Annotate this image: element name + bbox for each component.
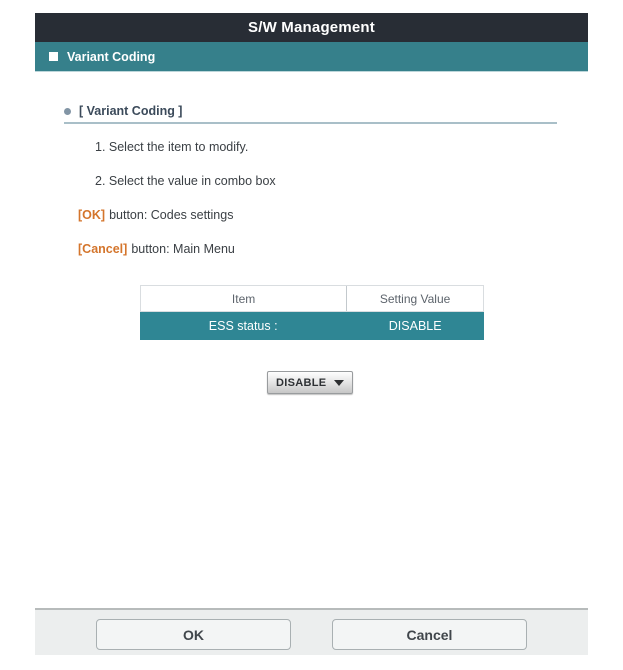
item-cell: ESS status : xyxy=(208,319,278,333)
ok-hint-text: button: Codes settings xyxy=(109,208,234,222)
section-bar xyxy=(35,42,588,72)
cancel-button[interactable]: Cancel xyxy=(332,619,527,650)
value-combobox[interactable] xyxy=(267,371,353,394)
instruction-2: 2. Select the value in combo box xyxy=(95,174,276,188)
cancel-button-hint xyxy=(78,242,235,256)
cancel-hint-key: [Cancel] xyxy=(78,242,128,256)
table-header-row xyxy=(140,285,484,312)
instruction-1: 1. Select the item to modify. xyxy=(95,140,249,154)
footer-bar xyxy=(35,608,588,655)
ok-button-hint xyxy=(78,208,233,222)
column-header-item: Item xyxy=(231,291,256,306)
bullet-icon xyxy=(64,108,71,115)
table-row[interactable] xyxy=(140,312,484,340)
page-title: S/W Management xyxy=(248,19,375,36)
variant-coding-heading xyxy=(64,104,182,118)
cancel-hint-text: button: Main Menu xyxy=(131,242,235,256)
chevron-down-icon xyxy=(334,380,344,386)
section-square-icon xyxy=(49,52,58,61)
title-bar xyxy=(35,13,588,42)
combobox-value: DISABLE xyxy=(276,376,327,389)
heading-underline xyxy=(64,122,557,124)
ok-button[interactable]: OK xyxy=(96,619,291,650)
heading-text: [ Variant Coding ] xyxy=(79,104,183,118)
settings-table xyxy=(140,285,484,340)
value-cell: DISABLE xyxy=(388,319,442,333)
section-title: Variant Coding xyxy=(67,49,156,64)
column-header-setting-value: Setting Value xyxy=(346,286,483,311)
ok-hint-key: [OK] xyxy=(78,208,106,222)
